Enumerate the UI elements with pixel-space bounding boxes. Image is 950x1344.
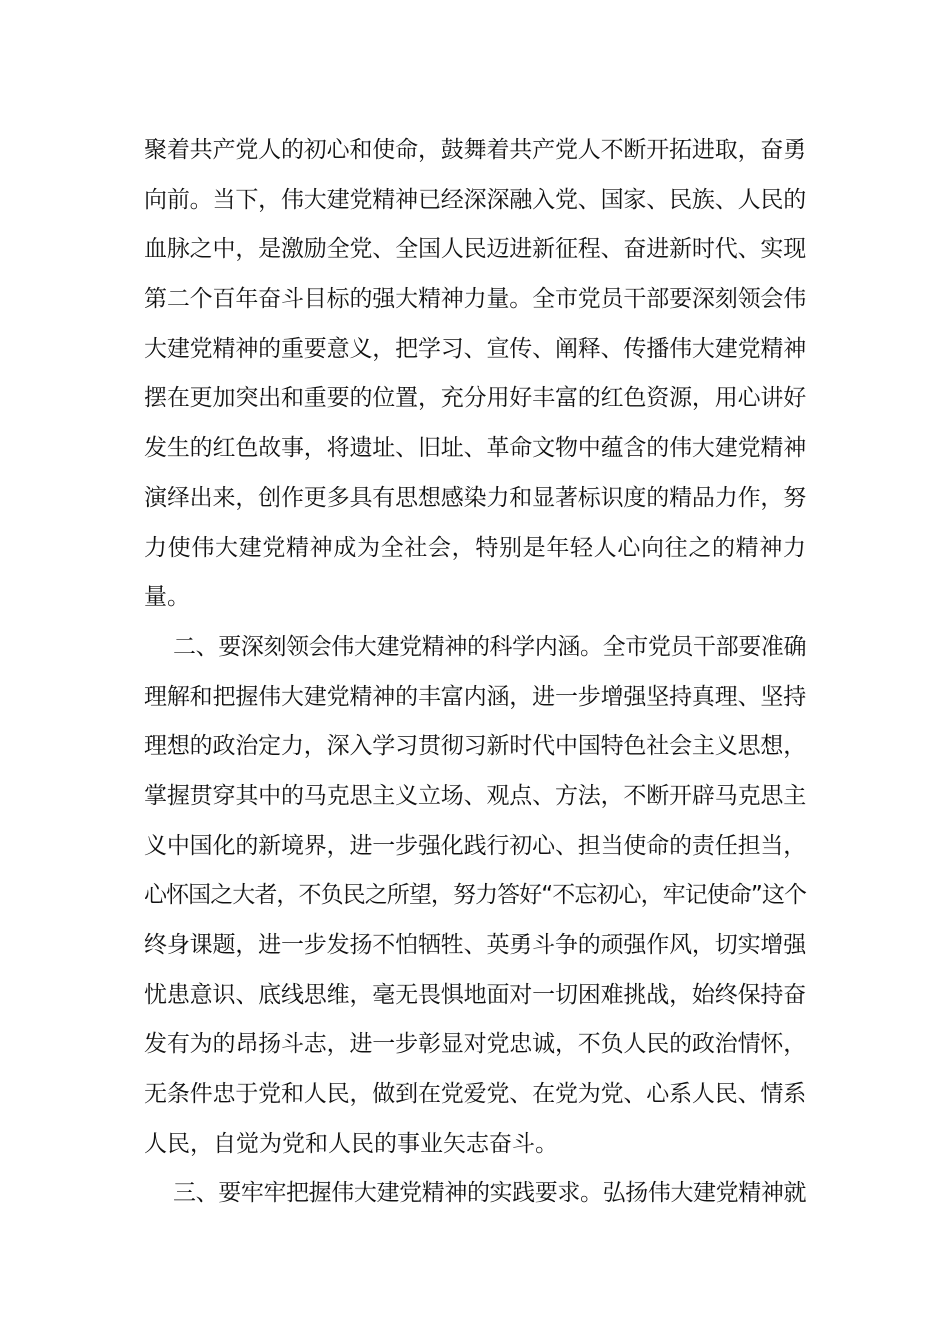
text-line: 量。 <box>144 584 190 611</box>
text-line: 忧患意识、底线思维，毫无畏惧地面对一切困难挑战，始终保持奋 <box>144 981 806 1008</box>
text-line: 第二个百年奋斗目标的强大精神力量。全市党员干部要深刻领会伟 <box>144 286 806 313</box>
text-line: 掌握贯穿其中的马克思主义立场、观点、方法，不断开辟马克思主 <box>144 782 806 809</box>
text-line: 理想的政治定力，深入学习贯彻习新时代中国特色社会主义思想， <box>144 733 806 760</box>
text-line: 大建党精神的重要意义，把学习、宣传、阐释、传播伟大建党精神 <box>144 335 806 362</box>
text-line: 义中国化的新境界，进一步强化践行初心、担当使命的责任担当， <box>144 832 806 859</box>
document-body <box>144 126 806 1219</box>
text-line: 发有为的昂扬斗志，进一步彰显对党忠诚，不负人民的政治情怀， <box>144 1031 806 1058</box>
section-heading-line: 二、要深刻领会伟大建党精神的科学内涵。全市党员干部要准确 <box>173 633 806 660</box>
text-line: 血脉之中，是激励全党、全国人民迈进新征程、奋进新时代、实现 <box>144 236 806 263</box>
text-line: 演绎出来，创作更多具有思想感染力和显著标识度的精品力作，努 <box>144 484 806 511</box>
section-heading-line: 三、要牢牢把握伟大建党精神的实践要求。弘扬伟大建党精神就 <box>173 1180 806 1207</box>
text-line: 力使伟大建党精神成为全社会，特别是年轻人心向往之的精神力 <box>144 534 806 561</box>
text-line: 心怀国之大者，不负民之所望，努力答好“不忘初心，牢记使命”这个 <box>144 882 806 909</box>
text-line: 向前。当下，伟大建党精神已经深深融入党、国家、民族、人民的 <box>144 186 806 213</box>
text-line: 理解和把握伟大建党精神的丰富内涵，进一步增强坚持真理、坚持 <box>144 683 806 710</box>
text-line: 摆在更加突出和重要的位置，充分用好丰富的红色资源，用心讲好 <box>144 385 806 412</box>
text-line: 无条件忠于党和人民，做到在党爱党、在党为党、心系人民、情系 <box>144 1081 806 1108</box>
text-line: 发生的红色故事，将遗址、旧址、革命文物中蕴含的伟大建党精神 <box>144 435 806 462</box>
text-line: 人民，自觉为党和人民的事业矢志奋斗。 <box>144 1130 558 1157</box>
text-line: 聚着共产党人的初心和使命，鼓舞着共产党人不断开拓进取，奋勇 <box>144 137 806 163</box>
text-line: 终身课题，进一步发扬不怕牺牲、英勇斗争的顽强作风，切实增强 <box>144 932 806 958</box>
